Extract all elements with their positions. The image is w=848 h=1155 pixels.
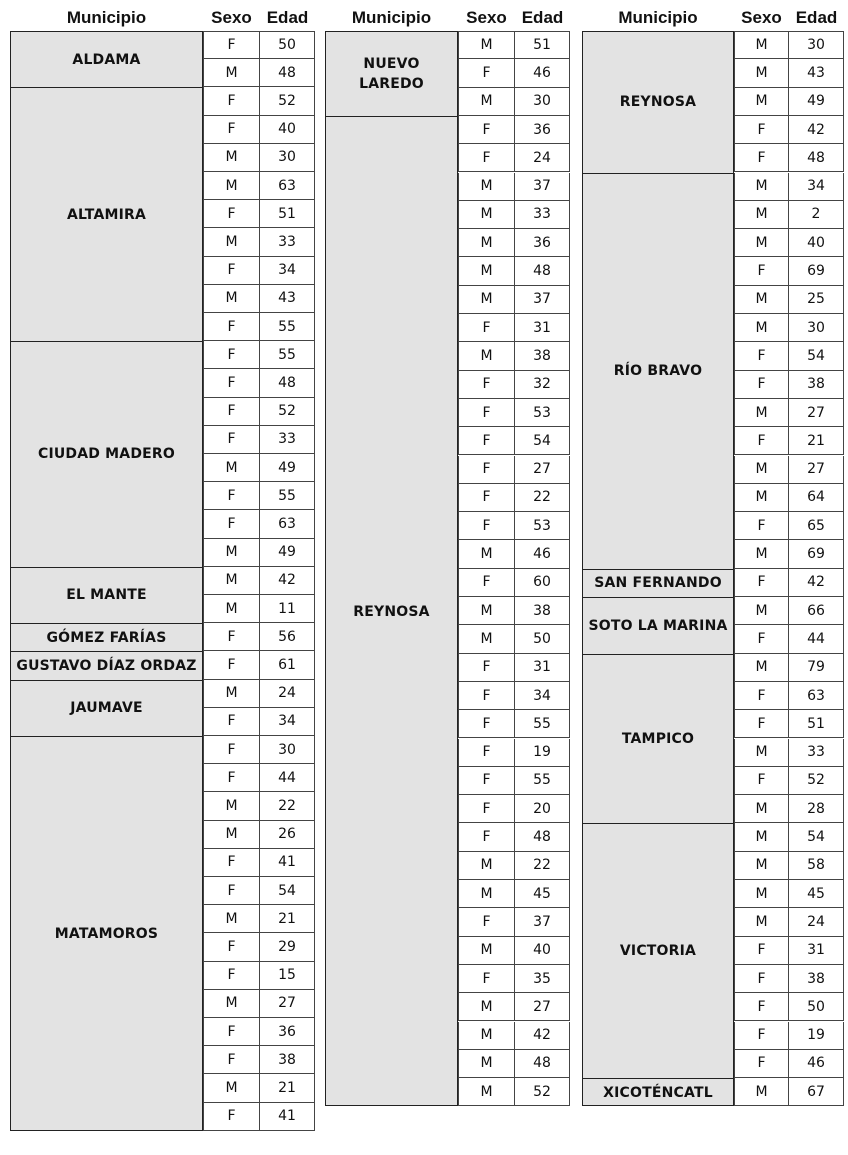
sexo-cell: F (734, 427, 789, 455)
edad-cell: 27 (515, 456, 570, 484)
edad-cell: 37 (515, 908, 570, 936)
sexo-cell: F (734, 767, 789, 795)
sexo-cell: F (458, 654, 515, 682)
sexo-cell: F (458, 456, 515, 484)
edad-cell: 56 (260, 623, 315, 651)
sexo-cell: F (203, 708, 260, 736)
sexo-cell: M (734, 795, 789, 823)
edad-cell: 45 (789, 880, 844, 908)
sexo-cell: M (734, 88, 789, 116)
sexo-cell: F (734, 682, 789, 710)
sexo-cell: F (203, 398, 260, 426)
sexo-cell: F (734, 625, 789, 653)
edad-cell: 45 (515, 880, 570, 908)
edad-cell: 48 (515, 257, 570, 285)
sexo-cell: M (734, 484, 789, 512)
municipio-cell: VICTORIA (582, 823, 734, 1078)
sexo-cell: M (458, 625, 515, 653)
sexo-cell: M (458, 88, 515, 116)
edad-cell: 51 (515, 31, 570, 59)
edad-cell: 42 (789, 569, 844, 597)
municipio-cell: EL MANTE (10, 567, 203, 623)
edad-cell: 69 (789, 540, 844, 568)
edad-cell: 34 (789, 173, 844, 201)
edad-cell: 42 (789, 116, 844, 144)
sexo-cell: F (458, 512, 515, 540)
header-sexo: Sexo (466, 7, 507, 27)
edad-cell: 30 (260, 144, 315, 172)
edad-cell: 36 (515, 116, 570, 144)
edad-cell: 27 (515, 993, 570, 1021)
sexo-cell: M (734, 739, 789, 767)
edad-cell: 27 (789, 399, 844, 427)
edad-cell: 28 (789, 795, 844, 823)
sexo-cell: M (458, 852, 515, 880)
edad-cell: 60 (515, 569, 570, 597)
edad-cell: 40 (515, 937, 570, 965)
sexo-cell: F (203, 933, 260, 961)
municipio-cell: XICOTÉNCATL (582, 1078, 734, 1106)
sexo-cell: M (734, 59, 789, 87)
edad-cell: 21 (260, 905, 315, 933)
sexo-cell: M (203, 1074, 260, 1102)
header-edad: Edad (521, 7, 564, 27)
edad-cell: 64 (789, 484, 844, 512)
edad-cell: 38 (515, 597, 570, 625)
edad-cell: 25 (789, 286, 844, 314)
edad-cell: 41 (260, 1103, 315, 1131)
sexo-cell: F (458, 682, 515, 710)
sexo-cell: M (203, 990, 260, 1018)
sexo-cell: F (734, 710, 789, 738)
edad-cell: 42 (260, 567, 315, 595)
edad-cell: 43 (789, 59, 844, 87)
sexo-cell: F (458, 739, 515, 767)
sexo-cell: F (458, 399, 515, 427)
edad-cell: 22 (515, 852, 570, 880)
edad-cell: 63 (789, 682, 844, 710)
edad-cell: 30 (515, 88, 570, 116)
municipio-cell: GUSTAVO DÍAZ ORDAZ (10, 651, 203, 679)
sexo-cell: F (203, 313, 260, 341)
sexo-cell: M (458, 342, 515, 370)
sexo-cell: F (458, 795, 515, 823)
sexo-cell: F (203, 623, 260, 651)
edad-cell: 31 (789, 937, 844, 965)
edad-cell: 48 (515, 823, 570, 851)
sexo-cell: F (734, 965, 789, 993)
edad-cell: 50 (260, 31, 315, 59)
sexo-cell: F (458, 710, 515, 738)
sexo-cell: M (734, 540, 789, 568)
edad-cell: 61 (260, 651, 315, 679)
sexo-cell: M (203, 454, 260, 482)
sexo-cell: M (203, 821, 260, 849)
edad-cell: 37 (515, 173, 570, 201)
header-municipio: Municipio (618, 7, 698, 27)
sexo-cell: M (458, 937, 515, 965)
header-sexo: Sexo (211, 7, 252, 27)
sexo-cell: F (458, 371, 515, 399)
edad-cell: 43 (260, 285, 315, 313)
municipio-cell: TAMPICO (582, 654, 734, 824)
sexo-cell: F (203, 1046, 260, 1074)
edad-cell: 58 (789, 852, 844, 880)
sexo-cell: F (458, 116, 515, 144)
edad-cell: 33 (789, 739, 844, 767)
municipio-cell: GÓMEZ FARÍAS (10, 623, 203, 651)
sexo-cell: M (203, 539, 260, 567)
sexo-cell: M (203, 567, 260, 595)
edad-cell: 19 (515, 739, 570, 767)
edad-cell: 36 (260, 1018, 315, 1046)
sexo-cell: F (203, 87, 260, 115)
sexo-cell: F (203, 116, 260, 144)
edad-cell: 32 (515, 371, 570, 399)
edad-cell: 63 (260, 172, 315, 200)
sexo-cell: M (734, 654, 789, 682)
sexo-cell: F (203, 510, 260, 538)
edad-cell: 48 (789, 144, 844, 172)
sexo-cell: M (734, 173, 789, 201)
municipio-cell: SAN FERNANDO (582, 569, 734, 597)
sexo-cell: M (734, 314, 789, 342)
sexo-cell: F (203, 736, 260, 764)
sexo-cell: F (203, 341, 260, 369)
sexo-cell: M (734, 456, 789, 484)
edad-cell: 11 (260, 595, 315, 623)
sexo-cell: M (458, 201, 515, 229)
sexo-cell: F (734, 512, 789, 540)
edad-cell: 54 (789, 342, 844, 370)
sexo-cell: F (734, 993, 789, 1021)
sexo-cell: M (458, 1022, 515, 1050)
header-municipio: Municipio (351, 7, 432, 27)
sexo-cell: M (734, 908, 789, 936)
edad-cell: 54 (260, 877, 315, 905)
edad-cell: 34 (260, 708, 315, 736)
edad-cell: 69 (789, 257, 844, 285)
edad-cell: 50 (789, 993, 844, 1021)
edad-cell: 22 (515, 484, 570, 512)
sexo-cell: F (734, 569, 789, 597)
edad-cell: 48 (260, 369, 315, 397)
edad-cell: 55 (260, 341, 315, 369)
sexo-cell: M (734, 31, 789, 59)
municipio-cell: RÍO BRAVO (582, 173, 734, 569)
sexo-cell: F (458, 314, 515, 342)
edad-cell: 24 (515, 144, 570, 172)
edad-cell: 24 (260, 680, 315, 708)
edad-cell: 34 (515, 682, 570, 710)
sexo-cell: M (203, 59, 260, 87)
edad-cell: 55 (515, 710, 570, 738)
municipio-cell: CIUDAD MADERO (10, 341, 203, 567)
sexo-cell: M (203, 595, 260, 623)
edad-cell: 53 (515, 399, 570, 427)
sexo-cell: M (458, 1050, 515, 1078)
sexo-cell: M (734, 823, 789, 851)
edad-cell: 46 (789, 1050, 844, 1078)
edad-cell: 49 (260, 539, 315, 567)
edad-cell: 22 (260, 792, 315, 820)
edad-cell: 79 (789, 654, 844, 682)
sexo-cell: F (203, 482, 260, 510)
sexo-cell: M (203, 285, 260, 313)
sexo-cell: F (203, 651, 260, 679)
edad-cell: 67 (789, 1078, 844, 1106)
edad-cell: 24 (789, 908, 844, 936)
sexo-cell: M (458, 597, 515, 625)
sexo-cell: F (734, 937, 789, 965)
municipio-cell: REYNOSA (325, 116, 458, 1107)
municipio-cell: SOTO LA MARINA (582, 597, 734, 654)
edad-cell: 51 (260, 200, 315, 228)
edad-cell: 38 (789, 965, 844, 993)
edad-cell: 15 (260, 962, 315, 990)
edad-cell: 37 (515, 286, 570, 314)
edad-cell: 40 (260, 116, 315, 144)
sexo-cell: F (734, 1022, 789, 1050)
edad-cell: 54 (515, 427, 570, 455)
sexo-cell: M (203, 680, 260, 708)
sexo-cell: F (203, 764, 260, 792)
edad-cell: 38 (260, 1046, 315, 1074)
sexo-cell: F (203, 962, 260, 990)
sexo-cell: M (203, 792, 260, 820)
edad-cell: 31 (515, 654, 570, 682)
edad-cell: 44 (260, 764, 315, 792)
sexo-cell: F (458, 427, 515, 455)
header-edad: Edad (795, 7, 838, 27)
sexo-cell: F (203, 849, 260, 877)
edad-cell: 55 (260, 482, 315, 510)
sexo-cell: M (734, 286, 789, 314)
edad-cell: 55 (515, 767, 570, 795)
edad-cell: 51 (789, 710, 844, 738)
sexo-cell: M (734, 201, 789, 229)
sexo-cell: M (458, 993, 515, 1021)
sexo-cell: F (458, 767, 515, 795)
edad-cell: 30 (789, 314, 844, 342)
edad-cell: 46 (515, 59, 570, 87)
sexo-cell: M (203, 228, 260, 256)
edad-cell: 52 (260, 398, 315, 426)
edad-cell: 41 (260, 849, 315, 877)
edad-cell: 29 (260, 933, 315, 961)
edad-cell: 54 (789, 823, 844, 851)
edad-cell: 40 (789, 229, 844, 257)
edad-cell: 27 (260, 990, 315, 1018)
edad-cell: 48 (515, 1050, 570, 1078)
sexo-cell: M (458, 540, 515, 568)
edad-cell: 55 (260, 313, 315, 341)
edad-cell: 33 (260, 426, 315, 454)
edad-cell: 34 (260, 257, 315, 285)
edad-cell: 30 (260, 736, 315, 764)
sexo-cell: M (458, 31, 515, 59)
sexo-cell: F (203, 31, 260, 59)
edad-cell: 21 (260, 1074, 315, 1102)
edad-cell: 30 (789, 31, 844, 59)
edad-cell: 26 (260, 821, 315, 849)
sexo-cell: F (734, 371, 789, 399)
sexo-cell: F (203, 877, 260, 905)
edad-cell: 36 (515, 229, 570, 257)
sexo-cell: F (458, 965, 515, 993)
edad-cell: 50 (515, 625, 570, 653)
sexo-cell: F (458, 569, 515, 597)
sexo-cell: M (734, 597, 789, 625)
edad-cell: 53 (515, 512, 570, 540)
sexo-cell: F (458, 59, 515, 87)
sexo-cell: M (458, 1078, 515, 1106)
sexo-cell: M (734, 1078, 789, 1106)
edad-cell: 33 (260, 228, 315, 256)
edad-cell: 52 (260, 87, 315, 115)
municipio-cell: REYNOSA (582, 31, 734, 173)
sexo-cell: F (203, 369, 260, 397)
header-sexo: Sexo (741, 7, 782, 27)
sexo-cell: M (734, 852, 789, 880)
sexo-cell: F (734, 1050, 789, 1078)
edad-cell: 63 (260, 510, 315, 538)
edad-cell: 49 (789, 88, 844, 116)
edad-cell: 33 (515, 201, 570, 229)
sexo-cell: F (734, 144, 789, 172)
municipio-cell: ALDAMA (10, 31, 203, 87)
sexo-cell: F (458, 908, 515, 936)
edad-cell: 49 (260, 454, 315, 482)
edad-cell: 52 (789, 767, 844, 795)
sexo-cell: M (458, 880, 515, 908)
edad-cell: 52 (515, 1078, 570, 1106)
sexo-cell: F (458, 484, 515, 512)
sexo-cell: F (203, 1103, 260, 1131)
sexo-cell: M (734, 399, 789, 427)
sexo-cell: F (734, 342, 789, 370)
municipio-cell: ALTAMIRA (10, 87, 203, 341)
sexo-cell: F (734, 257, 789, 285)
municipio-cell: MATAMOROS (10, 736, 203, 1131)
sexo-cell: M (203, 144, 260, 172)
edad-cell: 38 (515, 342, 570, 370)
sexo-cell: M (458, 173, 515, 201)
sexo-cell: M (734, 880, 789, 908)
header-edad: Edad (266, 7, 309, 27)
edad-cell: 2 (789, 201, 844, 229)
edad-cell: 48 (260, 59, 315, 87)
edad-cell: 19 (789, 1022, 844, 1050)
sexo-cell: F (458, 144, 515, 172)
edad-cell: 35 (515, 965, 570, 993)
edad-cell: 31 (515, 314, 570, 342)
sexo-cell: M (734, 229, 789, 257)
edad-cell: 42 (515, 1022, 570, 1050)
sexo-cell: F (203, 426, 260, 454)
sexo-cell: F (458, 823, 515, 851)
edad-cell: 20 (515, 795, 570, 823)
sexo-cell: M (458, 229, 515, 257)
edad-cell: 44 (789, 625, 844, 653)
edad-cell: 65 (789, 512, 844, 540)
edad-cell: 66 (789, 597, 844, 625)
sexo-cell: M (203, 172, 260, 200)
sexo-cell: F (734, 116, 789, 144)
edad-cell: 46 (515, 540, 570, 568)
edad-cell: 27 (789, 456, 844, 484)
edad-cell: 21 (789, 427, 844, 455)
municipio-cell: NUEVO LAREDO (325, 31, 458, 116)
sexo-cell: F (203, 257, 260, 285)
sexo-cell: M (203, 905, 260, 933)
sexo-cell: M (458, 257, 515, 285)
sexo-cell: M (458, 286, 515, 314)
sexo-cell: F (203, 200, 260, 228)
edad-cell: 38 (789, 371, 844, 399)
municipio-cell: JAUMAVE (10, 680, 203, 736)
header-municipio: Municipio (66, 7, 147, 27)
sexo-cell: F (203, 1018, 260, 1046)
